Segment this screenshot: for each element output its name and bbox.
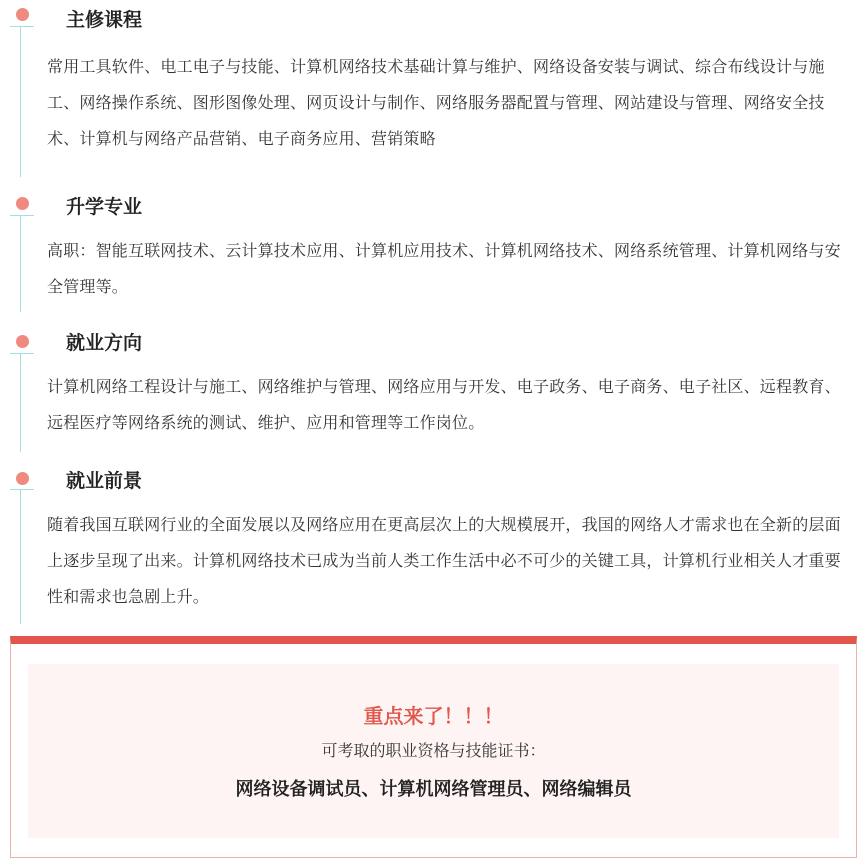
section-career-direction xyxy=(0,325,865,465)
timeline-line xyxy=(20,216,21,312)
timeline-line xyxy=(20,354,21,452)
section-further-study xyxy=(0,185,865,325)
bullet-dot-icon xyxy=(16,8,29,21)
section-body: 常用工具软件、电工电子与技能、计算机网络技术基础计算与维护、网络设备安装与调试、综合布线设计与施工、网络操作系统、图形图像处理、网页设计与制作、网络服务器配置与管理、网站建设与管理、网络安全技术、计算机与网络产品营销、电子商务应用、营销策略 xyxy=(47,57,825,148)
highlight-subtitle: 可考取的职业资格与技能证书： xyxy=(321,741,546,760)
bullet-dot-icon xyxy=(16,197,29,210)
section-heading: 主修课程 xyxy=(66,9,143,31)
highlight-panel xyxy=(28,664,839,838)
timeline-line xyxy=(20,490,21,624)
timeline-line xyxy=(20,27,21,177)
divider-tick xyxy=(10,26,34,27)
bullet-dot-icon xyxy=(16,472,29,485)
highlight-title: 重点来了！！！ xyxy=(363,704,504,728)
section-body: 计算机网络工程设计与施工、网络维护与管理、网络应用与开发、电子政务、电子商务、电子社区、远程教育、远程医疗等网络系统的测试、维护、应用和管理等工作岗位。 xyxy=(47,377,841,432)
certificate-list: 网络设备调试员、计算机网络管理员、网络编辑员 xyxy=(235,779,632,800)
section-career-prospects xyxy=(0,462,865,632)
section-main-courses xyxy=(0,0,865,185)
divider-tick xyxy=(10,489,34,490)
bullet-dot-icon xyxy=(16,335,29,348)
section-heading: 就业前景 xyxy=(66,470,143,492)
section-body: 高职：智能互联网技术、云计算技术应用、计算机应用技术、计算机网络技术、网络系统管理、计算机网络与安全管理等。 xyxy=(47,241,841,296)
certificate-highlight-box xyxy=(10,636,857,858)
section-heading: 就业方向 xyxy=(66,332,143,354)
section-body: 随着我国互联网行业的全面发展以及网络应用在更高层次上的大规模展开，我国的网络人才需求也在全新的层面上逐步呈现了出来。计算机网络技术已成为当前人类工作生活中必不可少的关键工具，计算机行业相关人才重要性和需求也急剧上升。 xyxy=(47,515,841,606)
divider-tick xyxy=(10,353,34,354)
divider-tick xyxy=(10,215,34,216)
section-heading: 升学专业 xyxy=(66,196,143,218)
